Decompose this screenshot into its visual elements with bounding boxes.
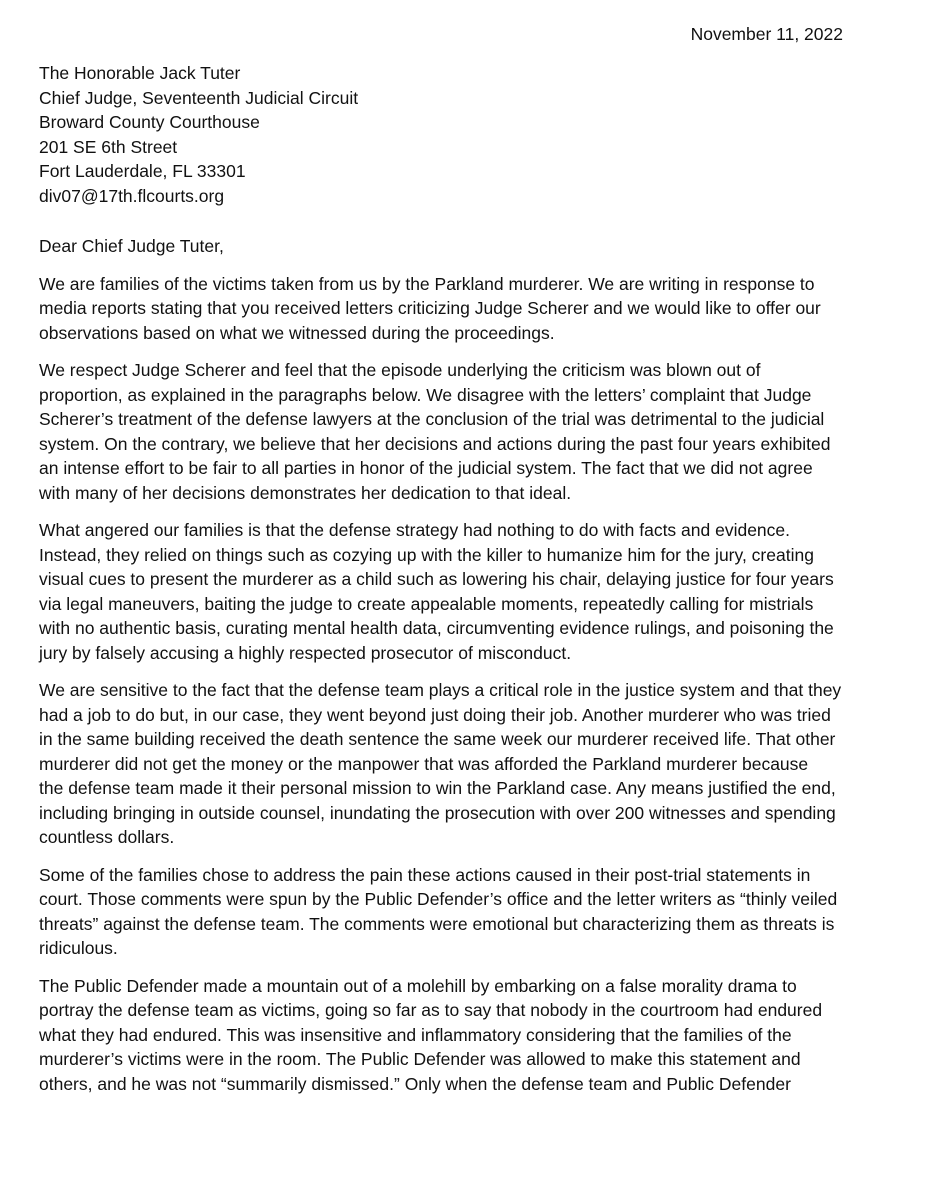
paragraph-line: others, and he was not “summarily dismissed.” Only when the defense team and Public Defender (39, 1073, 791, 1094)
paragraph-line: ridiculous. (39, 938, 118, 958)
paragraph-line: the defense team made it their personal mission to win the Parkland case. Any means justified the end, (39, 778, 836, 798)
paragraph-line: an intense effort to be fair to all parties in honor of the judicial system. The fact that we did not agree (39, 458, 813, 478)
paragraph-line: observations based on what we witnessed during the proceedings. (39, 322, 555, 343)
recipient-city-state-zip: Fort Lauderdale, FL 33301 (39, 161, 246, 181)
paragraph-line: What angered our families is that the defense strategy had nothing to do with facts and evidence. (39, 520, 791, 540)
paragraph-line: Instead, they relied on things such as cozying up with the killer to humanize him for the jury, creating (39, 544, 814, 565)
paragraph-line: Some of the families chose to address the pain these actions caused in their post-trial statements in (39, 864, 811, 885)
paragraph-line: Scherer’s treatment of the defense lawyers at the conclusion of the trial was detrimental to the judicial (39, 409, 825, 429)
paragraph-line: including bringing in outside counsel, inundating the prosecution with over 200 witnesses and spending (39, 802, 836, 823)
paragraph-line: what they had endured. This was insensitive and inflammatory considering that the families of the (39, 1024, 792, 1045)
paragraph-line: We are sensitive to the fact that the defense team plays a critical role in the justice system and that they (39, 680, 842, 700)
recipient-building: Broward County Courthouse (39, 112, 260, 132)
paragraph-introduction (39, 272, 879, 346)
paragraph-line: jury by falsely accusing a highly respected prosecutor of misconduct. (39, 642, 572, 663)
paragraph-public-defender (39, 974, 879, 1097)
recipient-name: The Honorable Jack Tuter (39, 63, 241, 83)
recipient-email: div07@17th.flcourts.org (39, 185, 225, 206)
paragraph-line: We respect Judge Scherer and feel that the episode underlying the criticism was blown out of (39, 360, 761, 380)
paragraph-line: court. Those comments were spun by the Public Defender’s office and the letter writers as “thinly veiled (39, 889, 838, 909)
paragraph-line: visual cues to present the murderer as a child such as lowering his chair, delaying justice for four years (39, 569, 834, 589)
paragraph-line: murderer’s victims were in the room. The Public Defender was allowed to make this statement and (39, 1049, 801, 1069)
paragraph-line: The Public Defender made a mountain out of a molehill by embarking on a false morality drama to (39, 975, 797, 996)
paragraph-line: murderer did not get the money or the manpower that was afforded the Parkland murderer because (39, 753, 809, 774)
paragraph-line: media reports stating that you received letters criticizing Judge Scherer and we would like to offer our (39, 298, 821, 318)
paragraph-line: with no authentic basis, curating mental health data, circumventing evidence rulings, and poisoning the (39, 618, 834, 638)
paragraph-defense-strategy (39, 518, 879, 665)
paragraph-line: with many of her decisions demonstrates her dedication to that ideal. (39, 482, 572, 503)
letter-date: November 11, 2022 (690, 24, 843, 44)
salutation: Dear Chief Judge Tuter, (39, 236, 224, 256)
paragraph-line: countless dollars. (39, 827, 175, 847)
paragraph-line: threats” against the defense team. The comments were emotional but characterizing them as threats is (39, 913, 835, 934)
paragraph-family-statements (39, 863, 879, 961)
paragraph-line: in the same building received the death sentence the same week our murderer received life. That other (39, 729, 836, 749)
recipient-street: 201 SE 6th Street (39, 136, 178, 157)
paragraph-line: We are families of the victims taken from us by the Parkland murderer. We are writing in response to (39, 273, 815, 294)
recipient-address-block (39, 61, 879, 208)
paragraph-line: via legal maneuvers, baiting the judge to create appealable moments, repeatedly calling for mistrials (39, 593, 814, 614)
paragraph-line: portray the defense team as victims, going so far as to say that nobody in the courtroom had endured (39, 1000, 823, 1020)
letter-body (39, 61, 879, 1096)
paragraph-defense-role (39, 678, 879, 850)
paragraph-respect-judge (39, 358, 879, 505)
paragraph-line: system. On the contrary, we believe that her decisions and actions during the past four years exhibited (39, 433, 831, 454)
paragraph-line: had a job to do but, in our case, they went beyond just doing their job. Another murderer who was tried (39, 704, 831, 725)
paragraph-line: proportion, as explained in the paragraphs below. We disagree with the letters’ complaint that Judge (39, 384, 812, 405)
recipient-title: Chief Judge, Seventeenth Judicial Circuit (39, 87, 359, 108)
